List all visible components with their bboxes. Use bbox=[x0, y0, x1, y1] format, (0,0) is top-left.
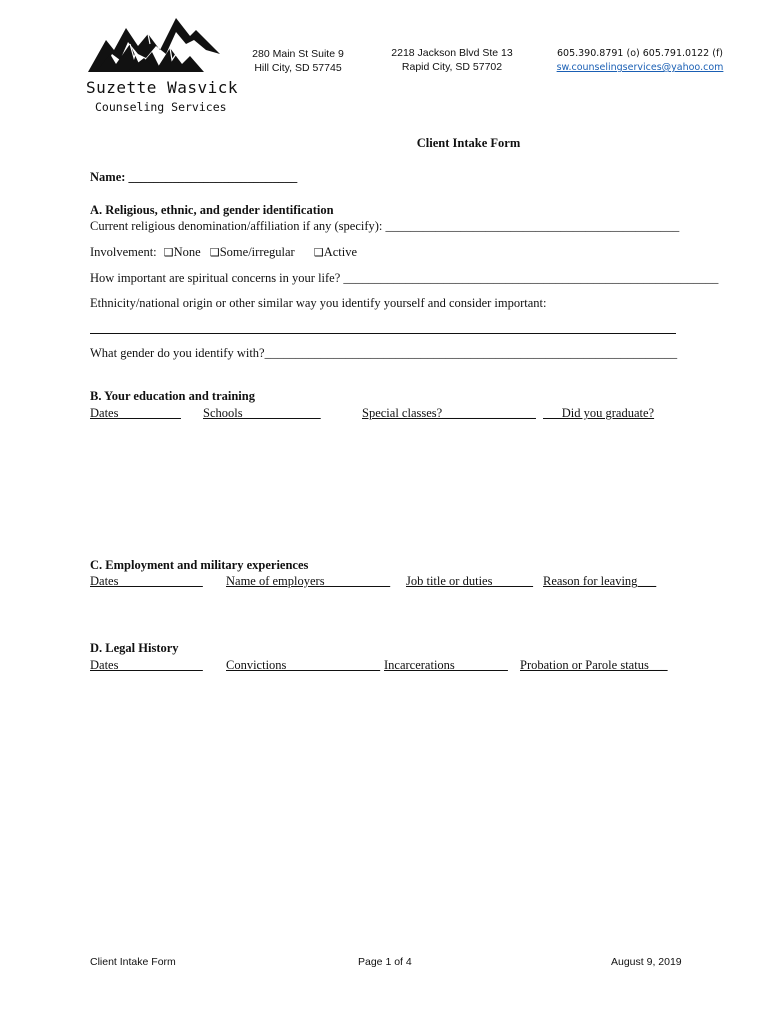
footer-date: August 9, 2019 bbox=[611, 956, 682, 968]
gender-field[interactable]: What gender do you identify with?__________________________________________________________________ bbox=[90, 346, 678, 360]
office-address-rapid-city bbox=[382, 46, 522, 74]
logo-subtitle: Counseling Services bbox=[95, 100, 227, 114]
column-header-special-classes: Special classes?_______________ bbox=[362, 406, 536, 420]
section-c-heading: C. Employment and military experiences bbox=[90, 558, 309, 572]
column-header-schools: Schools bbox=[203, 406, 321, 420]
denomination-field[interactable]: Current religious denomination/affiliation if any (specify): _______________________________________________ bbox=[90, 219, 680, 233]
logo-name: Suzette Wasvick bbox=[86, 78, 238, 97]
column-header-dates: Dates bbox=[90, 658, 203, 672]
name-field-label[interactable]: Name: ___________________________ bbox=[90, 170, 298, 184]
address-line: Hill City, SD 57745 bbox=[254, 62, 342, 74]
involvement-row bbox=[90, 245, 357, 260]
column-header-graduated: Did you graduate? bbox=[543, 406, 655, 420]
section-b-heading: B. Your education and training bbox=[90, 389, 255, 403]
column-header-probation-parole: Probation or Parole status___ bbox=[520, 658, 668, 672]
option-none-label: None bbox=[173, 245, 201, 259]
column-header-job-title: Job title or duties bbox=[406, 574, 534, 588]
ethnicity-answer-line[interactable] bbox=[90, 333, 676, 334]
address-line: 280 Main St Suite 9 bbox=[252, 48, 344, 60]
column-header-dates: Dates bbox=[90, 406, 181, 420]
ethnicity-question: Ethnicity/national origin or other similar way you identify yourself and consider important: bbox=[90, 296, 547, 310]
checkbox-active-icon[interactable]: ❑ bbox=[313, 246, 324, 259]
contact-info bbox=[552, 47, 728, 75]
column-header-employers: Name of employers bbox=[226, 574, 391, 588]
spiritual-concerns-field[interactable]: How important are spiritual concerns in your life? ____________________________________________________________ bbox=[90, 271, 719, 285]
address-line: 2218 Jackson Blvd Ste 13 bbox=[391, 47, 513, 59]
option-some-irregular-label: Some/irregular bbox=[219, 245, 295, 259]
office-address-hill-city bbox=[238, 47, 358, 75]
footer-form-name: Client Intake Form bbox=[90, 956, 176, 968]
company-logo bbox=[86, 14, 236, 114]
column-header-incarcerations: Incarcerations bbox=[384, 658, 508, 672]
column-header-reason-for-leaving: Reason for leaving___ bbox=[543, 574, 657, 588]
phone-numbers: 605.390.8791 (o) 605.791.0122 (f) bbox=[556, 48, 723, 59]
section-a-heading: A. Religious, ethnic, and gender identification bbox=[90, 203, 334, 217]
email-link[interactable]: sw.counselingservices@yahoo.com bbox=[556, 62, 724, 73]
involvement-label: Involvement: bbox=[90, 245, 157, 259]
section-d-heading: D. Legal History bbox=[90, 641, 179, 655]
form-title: Client Intake Form bbox=[416, 136, 521, 150]
footer-page-number: Page 1 of 4 bbox=[358, 956, 412, 968]
mountain-logo-icon bbox=[86, 14, 226, 76]
address-line: Rapid City, SD 57702 bbox=[401, 61, 503, 73]
checkbox-some-irregular-icon[interactable]: ❑ bbox=[209, 246, 220, 259]
column-header-convictions: Convictions bbox=[226, 658, 381, 672]
column-header-dates: Dates bbox=[90, 574, 203, 588]
option-active-label: Active bbox=[323, 245, 358, 259]
checkbox-none-icon[interactable]: ❑ bbox=[163, 246, 174, 259]
